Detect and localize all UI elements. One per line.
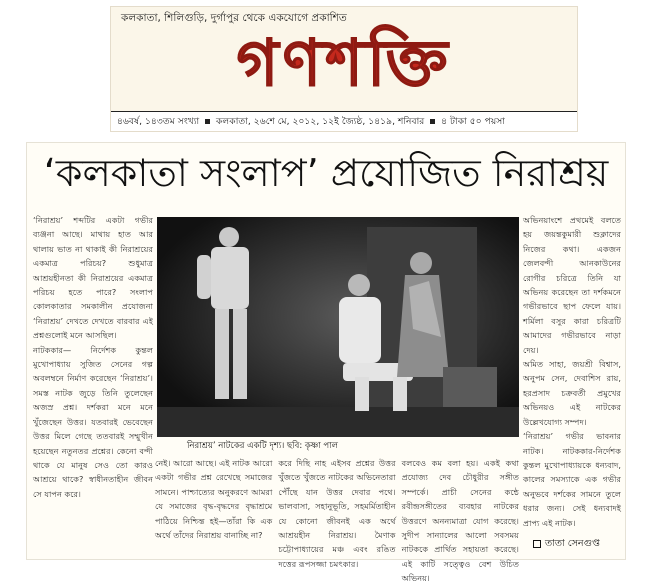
issue-price: ৪ টাকা ৫০ পয়সা: [441, 116, 505, 127]
article-column: বলবেও কম বলা হয়। একই কথা প্রযোজ্য দেব চৌধুরীর সঙ্গীত সম্পর্কে। প্রাচী সেনের কন্ঠে রবীন্দ্রসঙ্গীতের ব্যবহার নাটকের উত্তরণে অনন্যমাত্রা যোগ করেছে। সুদীপ সান্যালের আলো সবসময় নাটককে প্রার্থিত সহায়তা করেছে। এই কাটি সত্ত্বেও বেশ উচিত অভিনয়।: [401, 458, 519, 584]
square-bullet-icon: [533, 540, 541, 548]
article-bottom-columns: [155, 456, 519, 584]
paragraph: ‘নিরাশ্রয়’ শব্দটির একটা গভীর ব্যঞ্জনা আছে। মাথায় হাত আর থালায় ভাত না থাকাই কী নিরাশ্রয়ের একমাত্র পরিচয়? শুধুমাত্র আশ্রয়হীনতা কী নিরাশ্রয়ের একমাত্র পরিচয় হতে পারে? সংলাপ কোলকাতার সমকালীন প্রযোজনা ‘নিরাশ্রয়’ দেখতে দেখতে বারবার এই প্রশ্নগুলোই মনে আসছিল।: [33, 215, 153, 341]
article-byline: [533, 537, 623, 553]
paragraph: ‘নিরাশ্রয়’ গভীর ভাবনার নাটক। নাটককার-নির্দেশক কুন্তল মুখোপাধ্যায়কে ধন্যবাদ, কালের সমস্যাকে এক গভীর অনুভবে দর্শকের সামনে তুলে ধরার জন্য। সেই ধন্যবাদই প্রাপ্য এই নাটক।: [523, 431, 621, 528]
masthead-dateline: [111, 111, 577, 131]
article-column-right: [523, 213, 621, 553]
article-column-left: [33, 213, 153, 523]
play-scene-photo: [157, 217, 519, 437]
photo-caption: নিরাশ্রয়’ নাটকের একটি দৃশ্য। ছবি: কৃষ্ণা পাল: [187, 441, 338, 451]
square-bullet-icon: [205, 119, 210, 124]
author-name: তাতা সেনগুপ্ত: [545, 538, 600, 549]
article-clipping: [26, 142, 626, 584]
newspaper-title: গণশক্তি: [236, 26, 452, 101]
issue-number: ৪৬বর্ষ, ১৪৩তম সংখ্যা: [117, 116, 200, 127]
square-bullet-icon: [430, 119, 435, 124]
newspaper-masthead: [110, 6, 578, 132]
article-headline: ‘কলকাতা সংলাপ’ প্রযোজিত নিরাশ্রয়: [43, 151, 609, 195]
paragraph: অমিত সাহা, জয়শ্রী বিশ্বাস, অনুপম সেন, দেবাশিস রায়, হরপ্রসাদ চক্রবর্তী প্রমুখের অভিনয়ও এই নাটকের উল্লেখযোগ্য সম্পদ।: [523, 359, 621, 427]
paragraph: অভিনয়াংশে প্রথমেই বলতে হয় জয়ন্তকুমারী শুক্লাদের নিজের কথা। একজন জেলবন্দী আনকাউনের রোগীর চরিত্রে তিনি যা অভিনয় করেছেন তা দর্শকমনে গভীরভাবে ছাপ ফেলে যায়। শর্মিলা বসুর কারা চরিত্রটি আমাদের গভীরভাবে নাড়া দেয়।: [523, 215, 621, 355]
paragraph: নাটককার— নির্দেশক কুন্তল মুখোপাধ্যায় সুজিত সেনের গল্প অবলম্বনে নির্মাণ করেছেন ‘নিরাশ্রয়’। সমস্ত নাটক জুড়ে তিনি তুলেছেন অজস্র প্রশ্ন। দর্শকরা মনে মনে খুঁজেছেন উত্তর। যতবারই ভেবেছেন উত্তর মিলে গেছে ততবারই সম্মুখীন হয়েছেন নতুনতর প্রশ্নের। কেনো বন্দী থাকে যে মানুষ সেও তো কারও আশ্রয়ে থাকে? স্বাধীনতাহীন জীবন সে যাপন করে।: [33, 344, 153, 499]
issue-date: কলকাতা, ২৬শে মে, ২০১২, ১২ই জ্যৈষ্ঠ, ১৪১৯, শনিবার: [216, 116, 425, 127]
article-column: নেই। আরো আছে। এই নাটক আরো একটা গভীর প্রশ্ন রেখেছে সমাজের সামনে। পাশ্চাত্যের অনুকরণে আমরা যে সমাজের বৃদ্ধ-বৃদ্ধদের বৃদ্ধাশ্রমে পাঠিয়ে নিশ্চিন্ত হই—তাঁরা কি এক অর্থে তাঁদের নিরাশ্রয় বানাচ্ছি না?: [155, 458, 273, 541]
article-column: করে দিছি নাহ এইসব প্রশ্নের উত্তর খুঁজতে খুঁজতে নাটকের অভিনেতারা পৌঁছে যান উত্তর দেবার পথে। ভালবাসা, সহানুভূতি, সহমর্মিতাহীন যে কোনো জীবনই এক অর্থে আশ্রয়হীন নিরাশ্রয়। মৈণাক চট্টোপাধ্যায়ের মঞ্চ এবং রঙিত দত্তের রূপসজ্জা চমৎকার।: [278, 458, 396, 569]
stage-photo-illustration: [157, 217, 519, 437]
masthead-tagline: কলকাতা, শিলিগুড়ি, দুর্গাপুর থেকে একযোগে প্রকাশিত: [121, 12, 347, 24]
